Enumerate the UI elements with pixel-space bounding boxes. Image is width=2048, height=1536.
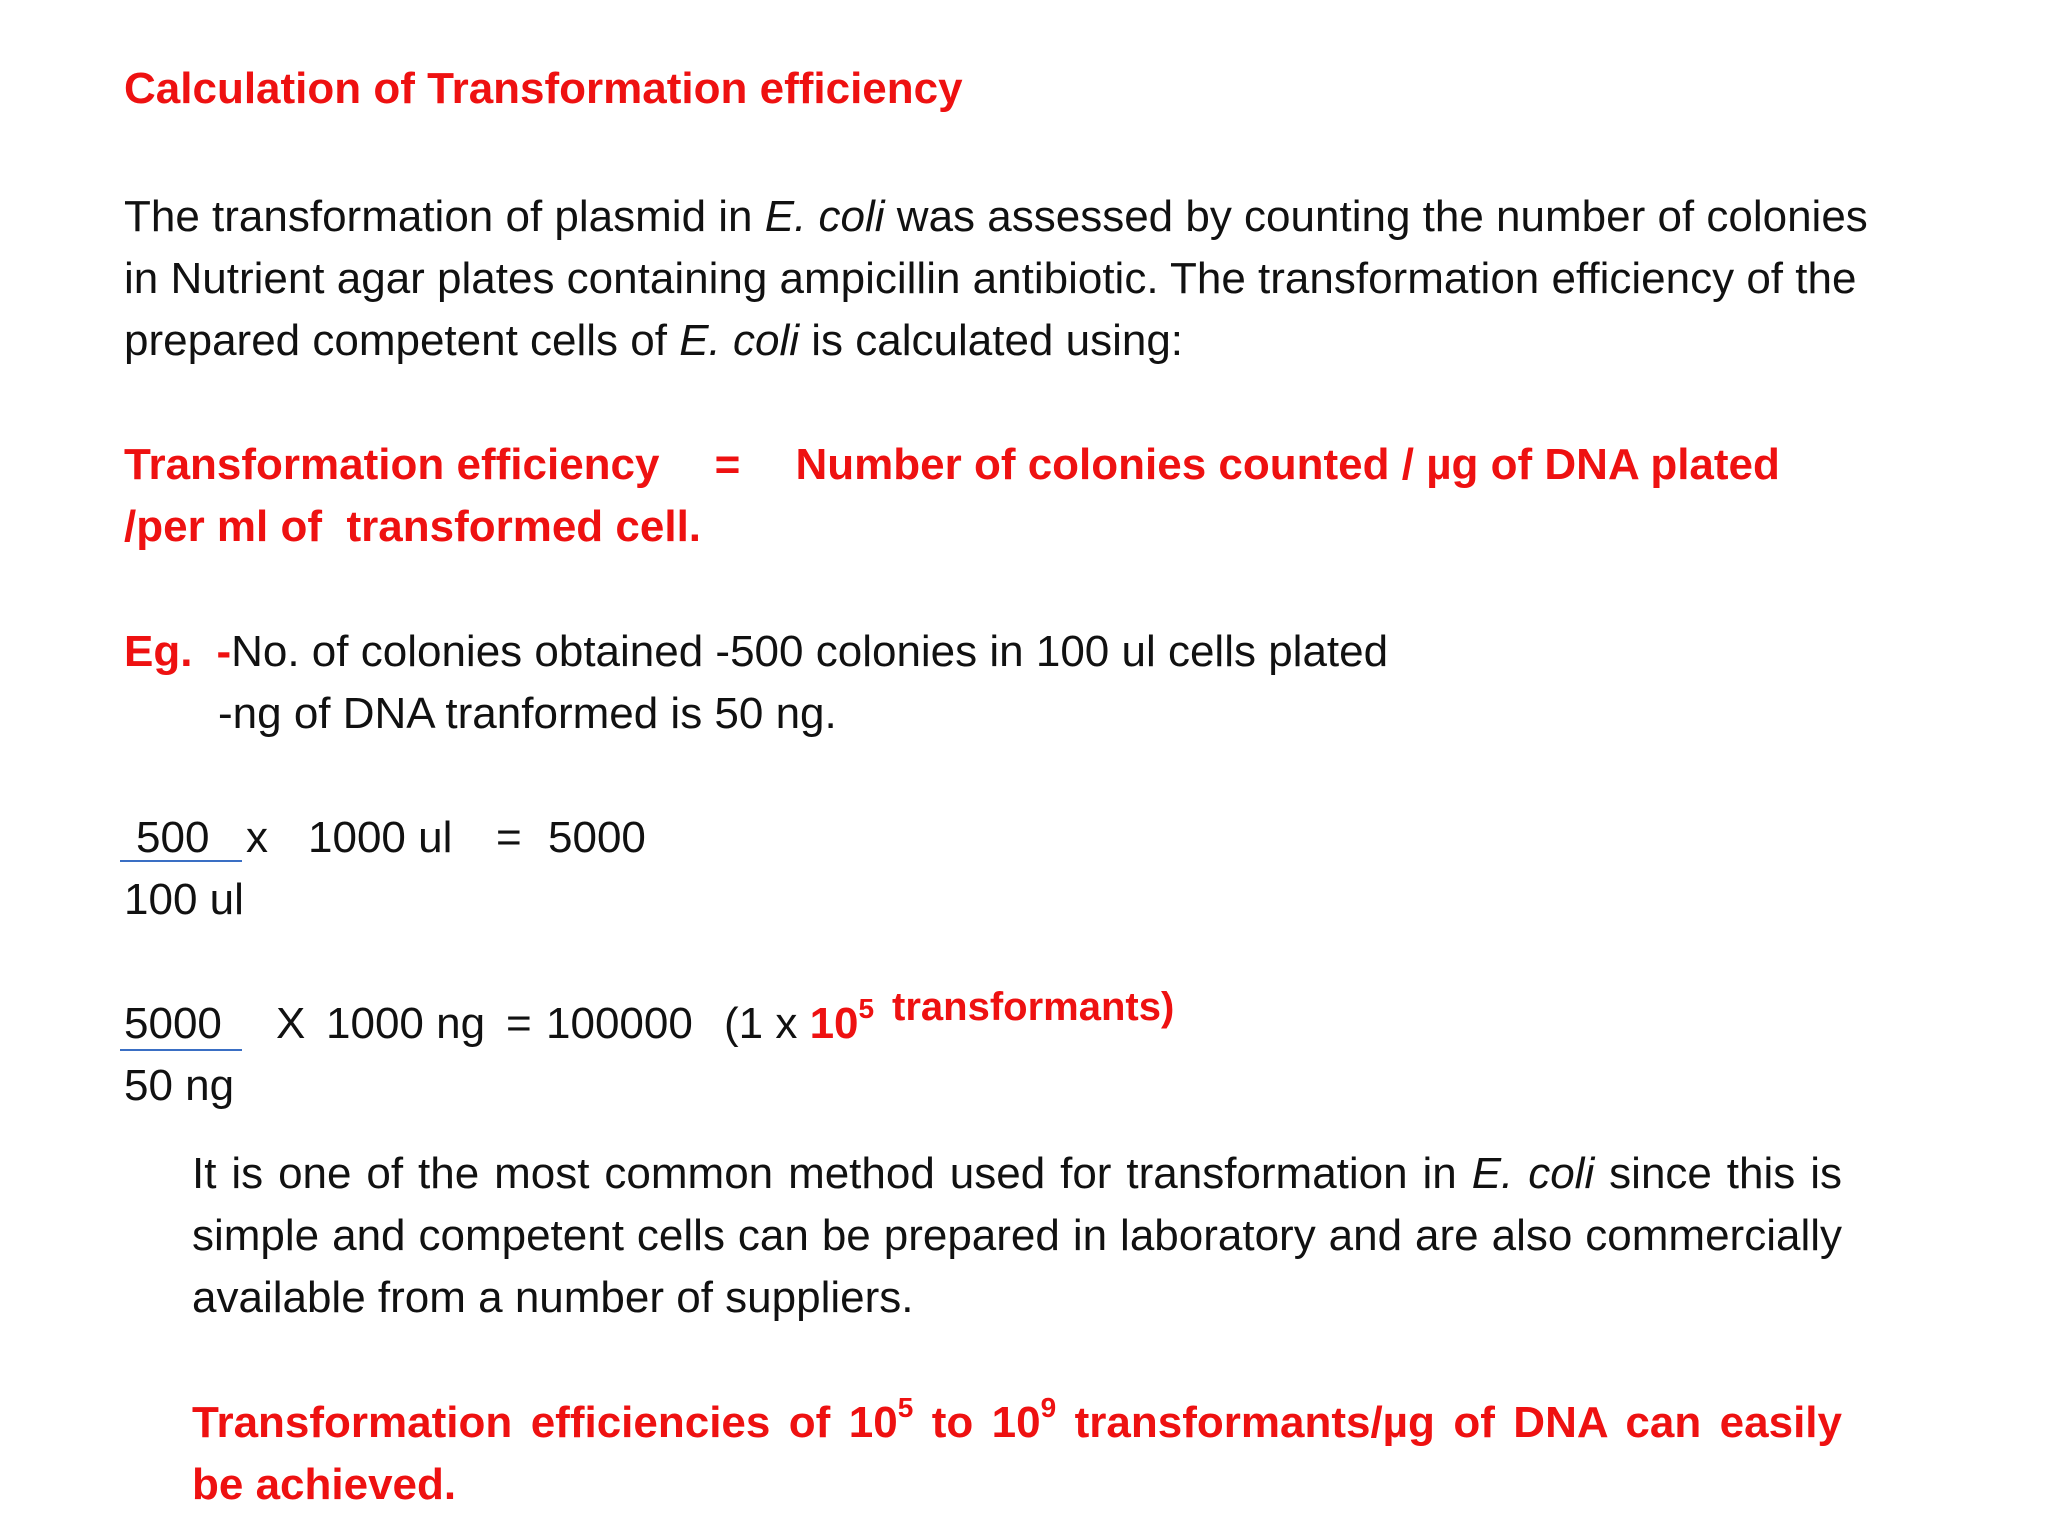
ecoli-italic-1: E. coli (764, 192, 885, 241)
example-dash: - (216, 627, 232, 676)
calc2-power (724, 993, 874, 1055)
conclusion-text-3: transformants/µg of DNA can easily be achieved. (192, 1398, 1842, 1509)
formula-lhs: Transformation efficiency (124, 440, 660, 489)
method-text-1: It is one of the most common method used for transformation in (192, 1149, 1472, 1198)
calc1-equals: = (496, 813, 522, 862)
calc2-result: 100000 (546, 999, 693, 1048)
formula-equals: = (714, 440, 741, 489)
calc2-suffix: transformants) (892, 985, 1175, 1029)
example-label: Eg. (124, 627, 193, 676)
intro-paragraph (124, 186, 1884, 372)
efficiency-formula (124, 434, 1780, 558)
calc2-denominator: 50 ng (124, 1061, 235, 1110)
formula-rhs: Number of colonies counted / µg of DNA plated (795, 440, 1780, 489)
intro-text-2: was assessed by counting the number of colonies in Nutrient agar plates containing ampicillin antibiotic. The transformation efficiency of the prepared competent cells of (124, 192, 1868, 365)
calc2-power-base: 10 (809, 999, 859, 1048)
intro-text-1: The transformation of plasmid in (124, 192, 765, 241)
example-line-2: -ng of DNA tranformed is 50 ng. (218, 689, 837, 738)
example-text-1: No. of colonies obtained -500 colonies in 100 ul cells plated (231, 627, 1389, 676)
ecoli-italic-2: E. coli (679, 316, 800, 365)
conclusion-text-1: Transformation efficiencies of 10 (192, 1398, 898, 1447)
calc1-numerator: 500 (136, 813, 210, 862)
conclusion-paragraph (192, 1392, 1842, 1516)
method-text-2: since this is simple and competent cells can be prepared in laboratory and are also commercially available from a number of suppliers. (192, 1149, 1842, 1322)
method-note-paragraph (192, 1143, 1842, 1329)
calc2-operator: X (276, 999, 306, 1048)
calc1-multiplier: 1000 ul (308, 813, 453, 862)
conclusion-text-2: to 10 (913, 1398, 1041, 1447)
conclusion-exp-2: 9 (1040, 1392, 1057, 1424)
intro-text-3: is calculated using: (799, 316, 1184, 365)
formula-line-1 (124, 434, 1780, 496)
slide-title: Calculation of Transformation efficiency (124, 64, 963, 113)
calc1-result: 5000 (548, 813, 646, 862)
calc2-equals: = (506, 999, 532, 1048)
conclusion-exp-1: 5 (897, 1392, 914, 1424)
calc2-numerator: 5000 (124, 999, 222, 1048)
example-line-1 (124, 621, 1388, 683)
calc1-fraction-line (120, 860, 242, 862)
calc2-multiplier: 1000 ng (326, 999, 486, 1048)
calc1-operator: x (246, 813, 268, 862)
calc2-paren-open: (1 x (724, 999, 810, 1048)
formula-line-2: /per ml of transformed cell. (124, 502, 702, 551)
calc2-power-exp: 5 (858, 993, 875, 1025)
calc2-fraction-line (120, 1049, 242, 1051)
calc1-denominator: 100 ul (124, 875, 244, 924)
ecoli-italic-3: E. coli (1471, 1149, 1595, 1198)
